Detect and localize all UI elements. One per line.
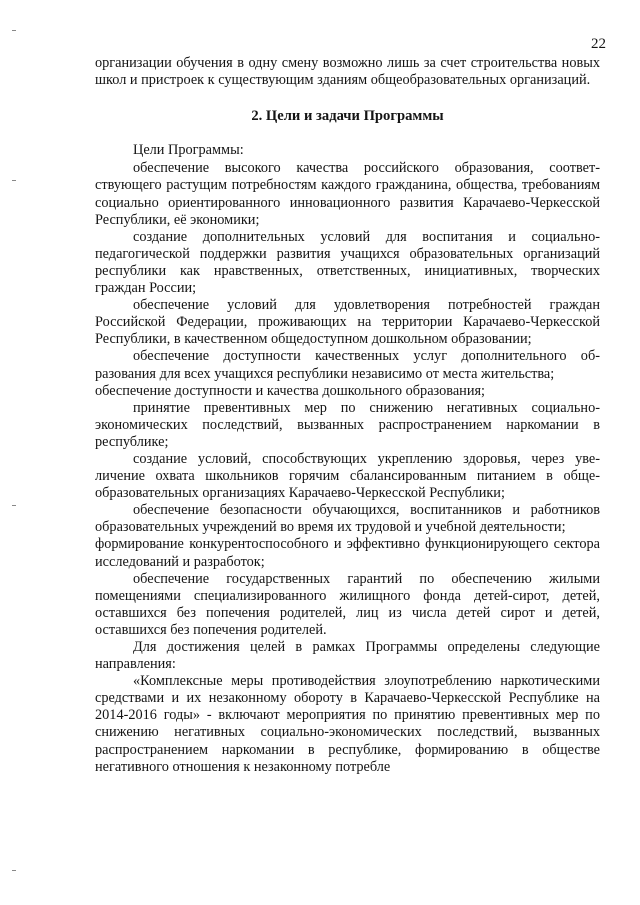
margin-mark	[12, 505, 16, 506]
page-number: 22	[591, 36, 606, 52]
directions-paragraph: «Комплексные меры противодействия злоупотреблению наркотическими средствами и их незаконному обороту в Карачаево-Черкесской Республике на 2014-2016 годы» - включают мероприятия по принятию превентивных мер по снижению негативных социально-экономических последствий, вызванных распространением наркомании в республике, формированию в обществе негативного отношения к незаконному потребле	[95, 673, 600, 775]
goal-item: формирование конкурентоспособного и эффективно функционирующего сектора исследований и разработок;	[95, 536, 600, 570]
goal-item: создание дополнительных условий для воспитания и социально-педагогической поддержки развития учащихся образовательных организаций республики как нравственных, ответственных, инициативных, творческих граждан России;	[95, 228, 600, 297]
margin-mark	[12, 870, 16, 871]
goal-item: обеспечение безопасности обучающихся, воспитанников и работников образовательных учреждений во время их трудовой и учебной деятельности;	[95, 502, 600, 536]
intro-paragraph: организации обучения в одну смену возможно лишь за счет строительства новых школ и пристроек к существующим зданиям общеобразовательных организаций.	[95, 55, 600, 89]
goal-item: обеспечение условий для удовлетворения потребностей граждан Российской Федерации, проживающих на территории Карачаево-Черкесской Республики, в качественном общедоступном дошкольном образовании;	[95, 297, 600, 348]
directions-intro: Для достижения целей в рамках Программы определены следующие направления:	[95, 639, 600, 673]
goal-item: обеспечение доступности и качества дошкольного образования;	[95, 382, 486, 399]
goals-label: Цели Программы:	[133, 142, 244, 159]
goal-item: обеспечение доступности качественных услуг дополнительного образования для всех учащихся республики независимо от места жительства;	[95, 348, 600, 382]
goal-item: принятие превентивных мер по снижению негативных социально-экономических последствий, вызванных распространением наркомании в республике;	[95, 399, 600, 450]
margin-mark	[12, 180, 16, 181]
section-heading: 2. Цели и задачи Программы	[251, 108, 444, 125]
goal-item: обеспечение высокого качества российского образования, соответствующего растущим потребностям каждого гражданина, общества, требованиям социально ориентированного инновационного развития Карачаево-Черкесской Республики, её экономики;	[95, 160, 600, 228]
goal-item: создание условий, способствующих укреплению здоровья, через увеличение охвата школьников горячим сбалансированным питанием в общеобразовательных организациях Карачаево-Черкесской Республики;	[95, 450, 600, 502]
margin-mark	[12, 30, 16, 31]
document-body	[95, 55, 600, 776]
goal-item: обеспечение государственных гарантий по обеспечению жилыми помещениями специализированного жилищного фонда детей-сирот, детей, оставшихся без попечения родителей, лиц из числа детей сирот и детей, оставшихся без попечения родителей.	[95, 570, 600, 638]
